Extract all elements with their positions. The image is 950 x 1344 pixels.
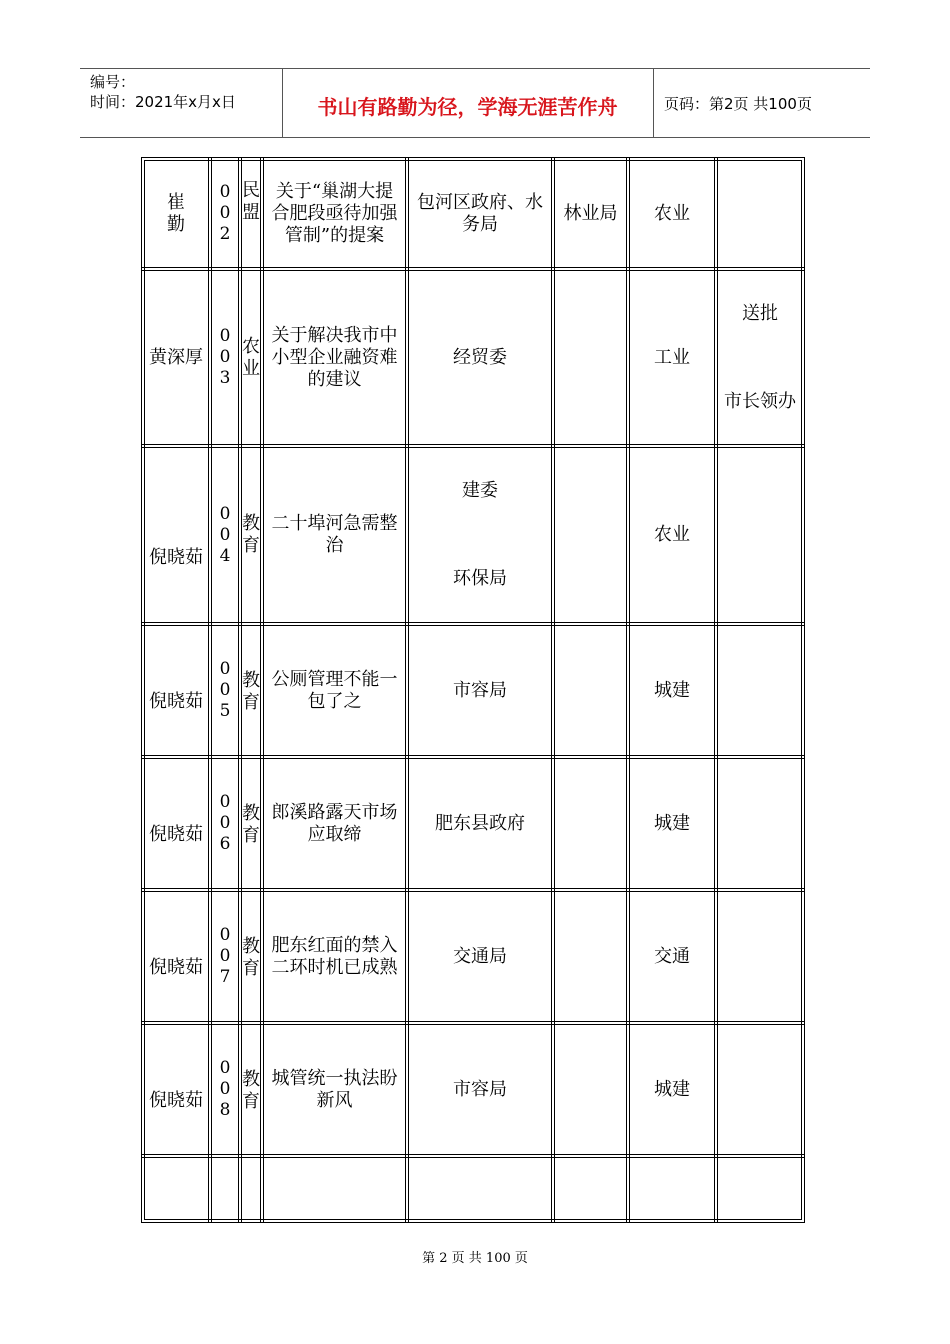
proposal-number: 003 [219,326,231,388]
note [718,892,802,1021]
handling-dept: 市容局 [453,679,507,701]
title-cell [264,1025,405,1154]
note [718,626,802,755]
proposal-number: 006 [219,792,231,854]
table-row [141,626,805,755]
category: 农业 [654,524,690,545]
note-bottom: 市长领办 [724,390,796,412]
proposal-title: 二十埠河急需整治 [271,513,398,556]
proposal-number: 005 [219,659,231,721]
proposer-name: 倪晓茹 [149,547,203,568]
proposal-number-cell [212,759,238,888]
handling-dept: 包河区政府、水务局 [417,191,543,235]
note-top: 送批 [742,302,778,324]
handling-dept-primary: 建委 [462,480,498,501]
header-meta [90,72,236,112]
proposal-number: 008 [219,1058,231,1120]
category: 农业 [654,202,690,224]
party: 教育 [242,936,260,979]
co-dept [555,271,626,444]
header-motto: 书山有路勤为径，学海无涯苦作舟 [317,95,618,119]
co-dept [555,448,626,622]
table-row [141,759,805,888]
header-page-info: 页码：第2页 共100页 [664,95,812,113]
note [718,1025,802,1154]
title-cell [264,892,405,1021]
category: 工业 [654,346,690,368]
co-dept: 林业局 [563,202,618,224]
page-header [80,68,870,138]
note [718,759,802,888]
proposal-title: 郎溪路露天市场应取缔 [271,801,398,845]
handling-dept: 交通局 [453,945,507,967]
proposer-name: 黄深厚 [149,346,203,368]
category: 交通 [654,945,690,967]
title-cell [264,160,405,267]
proposal-number-cell [212,271,238,444]
party-cell [242,271,260,444]
title-cell [264,626,405,755]
title-cell [264,448,405,622]
proposal-number: 002 [219,182,231,244]
note [718,448,802,622]
proposer-name: 倪晓茹 [149,690,203,712]
handling-dept [409,448,551,622]
title-cell [264,759,405,888]
table-row [141,448,805,622]
party: 教育 [242,803,260,846]
table-row [141,271,805,444]
page-footer: 第 2 页 共 100 页 [422,1251,528,1266]
party: 教育 [242,670,260,713]
co-dept [555,626,626,755]
category: 城建 [654,679,690,701]
handling-dept: 市容局 [453,1078,507,1100]
proposer-name: 倪晓茹 [149,956,203,978]
serial-label: 编号： [90,73,136,91]
proposal-number-cell [212,160,238,267]
party: 教育 [242,1069,260,1112]
proposal-number: 004 [219,503,231,566]
note [718,271,802,444]
table-row [141,892,805,1021]
proposal-number-cell [212,448,238,622]
handling-dept: 肥东县政府 [435,812,525,834]
proposal-title: 关于解决我市中小型企业融资难的建议 [271,324,398,390]
party-cell [242,1025,260,1154]
title-cell [264,271,405,444]
handling-dept: 经贸委 [453,346,507,368]
table-row [141,1025,805,1154]
proposal-title: 公厕管理不能一包了之 [271,668,398,712]
proposal-title: 关于“巢湖大提合肥段亟待加强管制”的提案 [271,180,398,246]
party-cell [242,448,260,622]
header-divider [653,69,654,137]
co-dept [555,1025,626,1154]
handling-dept-secondary: 环保局 [453,568,507,589]
proposal-number: 007 [219,925,231,987]
party-cell [242,626,260,755]
note [718,160,802,267]
co-dept [555,892,626,1021]
proposal-table [141,157,805,1223]
proposal-number-cell [212,1025,238,1154]
party: 教育 [242,513,260,556]
proposer-name: 倪晓茹 [149,1089,203,1111]
category: 城建 [654,1078,690,1100]
table-row [141,160,805,267]
co-dept [555,759,626,888]
date-text: 时间：2021年x月x日 [90,93,236,111]
proposal-number-cell [212,626,238,755]
party-cell [242,892,260,1021]
table-row-empty [141,1158,805,1220]
party: 民盟 [242,180,260,223]
party-cell [242,160,260,267]
proposer-name: 倪晓茹 [149,823,203,845]
proposer-name: 崔 勤 [167,191,185,235]
proposal-number-cell [212,892,238,1021]
party: 农业 [242,336,260,379]
category: 城建 [654,812,690,834]
party-cell [242,759,260,888]
proposal-title: 城管统一执法盼新风 [271,1067,398,1111]
proposal-title: 肥东红面的禁入二环时机已成熟 [271,934,398,978]
